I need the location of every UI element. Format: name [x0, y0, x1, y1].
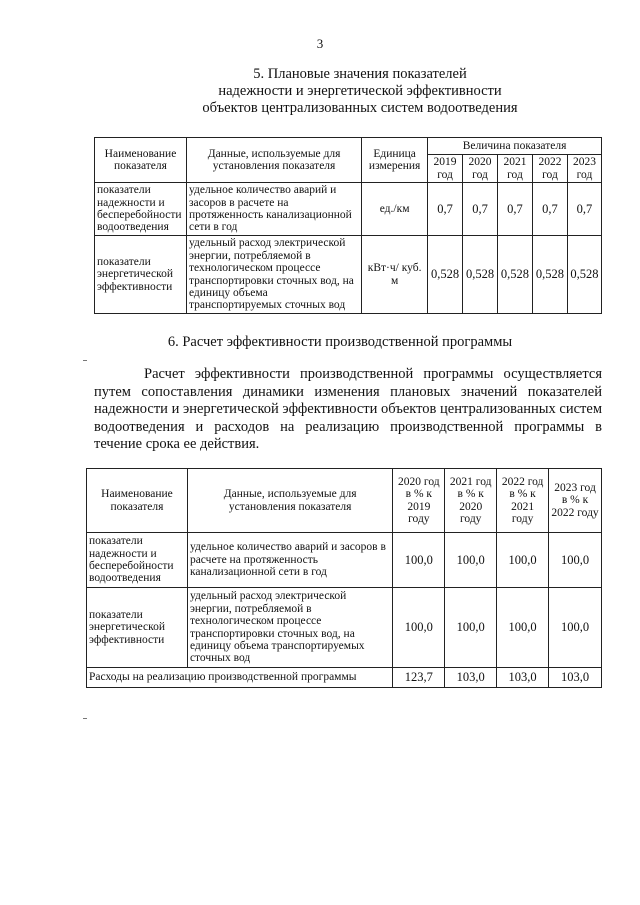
header-year-percent: 2023 год в % к 2022 году	[549, 469, 602, 533]
indicator-percent: 100,0	[393, 533, 445, 588]
header-indicator-data: Данные, используемые для установления показателя	[186, 138, 361, 183]
header-year: 2023 год	[567, 155, 601, 183]
efficiency-table	[86, 468, 602, 688]
indicator-name: показатели надежности и бесперебойности водоотведения	[87, 533, 188, 588]
header-indicator-name: Наименование показателя	[95, 138, 187, 183]
expenses-label: Расходы на реализацию производственной программы	[87, 668, 393, 688]
indicator-data: удельное количество аварий и засоров в расчете на протяженность канализационной сети в год	[187, 533, 392, 588]
indicator-name: показатели надежности и бесперебойности водоотведения	[95, 183, 187, 236]
header-indicator-value: Величина показателя	[428, 138, 602, 155]
header-indicator-data: Данные, используемые для установления показателя	[187, 469, 392, 533]
indicator-value: 0,528	[532, 236, 567, 314]
indicator-value: 0,528	[567, 236, 601, 314]
indicator-percent: 100,0	[497, 533, 549, 588]
indicator-percent: 100,0	[445, 533, 497, 588]
indicator-percent: 100,0	[549, 588, 602, 668]
header-year: 2020 год	[463, 155, 498, 183]
table-row	[95, 236, 602, 314]
expenses-value: 103,0	[549, 668, 602, 688]
section6-paragraph: Расчет эффективности производственной программы осуществляется путем сопоставления динамики изменения плановых значений показателей надежности и энергетической эффективности объектов централизованных систем водоотведения и расходов на реализацию производственной программы в течение срока ее действия.	[94, 366, 602, 453]
indicator-unit: кВт·ч/ куб. м	[362, 236, 428, 314]
header-year: 2022 год	[532, 155, 567, 183]
table-row	[87, 588, 602, 668]
header-unit: Единица измерения	[362, 138, 428, 183]
expenses-value: 103,0	[445, 668, 497, 688]
indicator-value: 0,528	[498, 236, 533, 314]
page-number: 3	[316, 36, 324, 51]
expenses-value: 103,0	[497, 668, 549, 688]
header-year-percent: 2022 год в % к 2021 году	[497, 469, 549, 533]
margin-mark	[83, 360, 87, 361]
indicator-value: 0,7	[567, 183, 601, 236]
indicator-name: показатели энергетической эффективности	[87, 588, 188, 668]
table-row	[87, 533, 602, 588]
section5-title-line: 5. Плановые значения показателей	[253, 66, 467, 82]
indicator-data: удельный расход электрической энергии, потребляемой в технологическом процессе транспортировки сточных вод, на единицу объема транспортируемых сточных вод	[186, 236, 361, 314]
indicator-value: 0,7	[532, 183, 567, 236]
indicator-percent: 100,0	[549, 533, 602, 588]
expenses-row	[87, 668, 602, 688]
header-year: 2019 год	[428, 155, 463, 183]
indicator-value: 0,7	[463, 183, 498, 236]
section5-title-line: объектов централизованных систем водоотведения	[202, 100, 518, 116]
section5-title	[150, 66, 570, 117]
header-year: 2021 год	[498, 155, 533, 183]
indicator-percent: 100,0	[445, 588, 497, 668]
indicator-data: удельный расход электрической энергии, потребляемой в технологическом процессе транспортировки сточных вод, на единицу объема транспортируемых сточных вод	[187, 588, 392, 668]
header-year-percent: 2021 год в % к 2020 году	[445, 469, 497, 533]
indicator-value: 0,7	[428, 183, 463, 236]
expenses-value: 123,7	[393, 668, 445, 688]
table-row	[95, 183, 602, 236]
section5-title-line: надежности и энергетической эффективности	[218, 83, 502, 99]
indicator-percent: 100,0	[497, 588, 549, 668]
indicator-value: 0,528	[463, 236, 498, 314]
indicator-unit: ед./км	[362, 183, 428, 236]
indicator-value: 0,7	[498, 183, 533, 236]
indicator-value: 0,528	[428, 236, 463, 314]
header-year-percent: 2020 год в % к 2019 году	[393, 469, 445, 533]
indicator-name: показатели энергетической эффективности	[95, 236, 187, 314]
header-indicator-name: Наименование показателя	[87, 469, 188, 533]
indicator-data: удельное количество аварий и засоров в расчете на протяженность канализационной сети в год	[186, 183, 361, 236]
section6-title: 6. Расчет эффективности производственной программы	[167, 334, 513, 350]
indicator-percent: 100,0	[393, 588, 445, 668]
indicators-table	[94, 137, 602, 314]
margin-mark	[83, 718, 87, 719]
